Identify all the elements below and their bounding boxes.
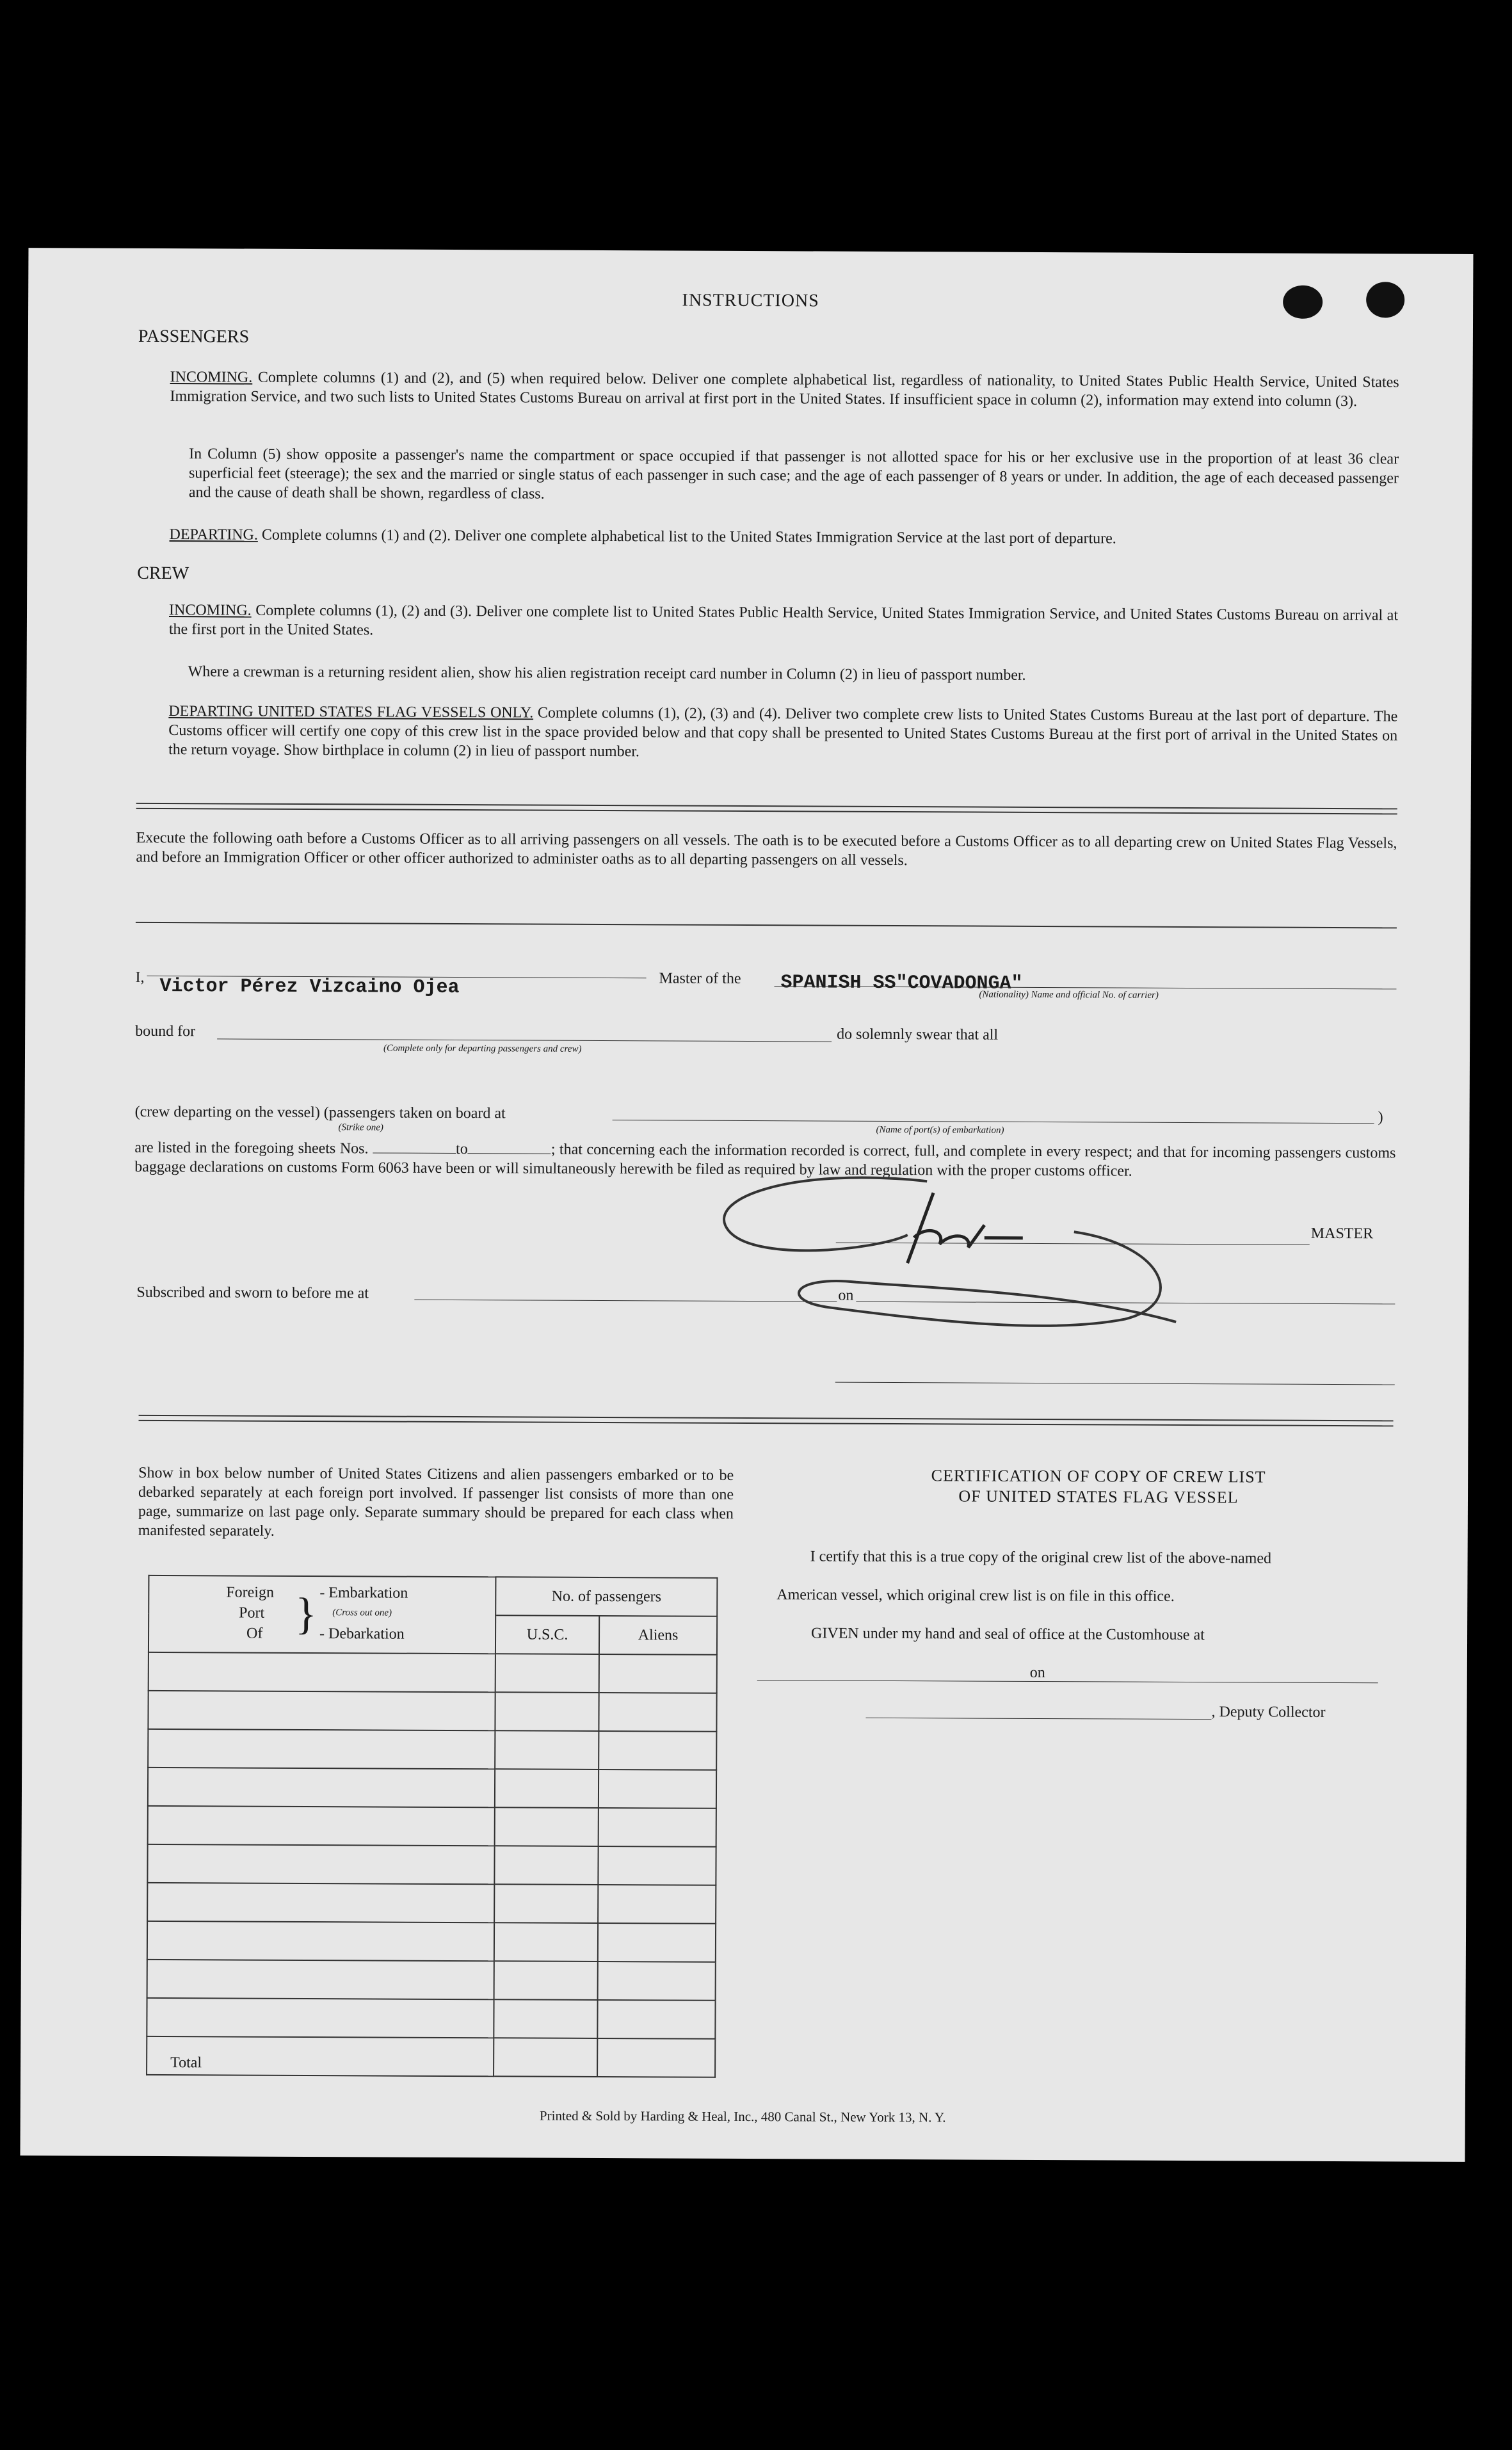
passengers-header: No. of passengers — [495, 1577, 717, 1616]
of-label: Of — [246, 1625, 263, 1642]
ports-line — [613, 1120, 1374, 1124]
table-row — [147, 1960, 716, 2001]
concerning-text: ; that concerning each the information recorded is correct, full, and complete in every respect; and that for incoming passengers customs baggage declarations on customs Form 6063 have been or will simultaneously herewith be filed as required by law and regulation with the proper customs officer. — [134, 1141, 1396, 1180]
port-label: Port — [239, 1604, 265, 1622]
certification-title-line2: OF UNITED STATES FLAG VESSEL — [958, 1487, 1239, 1507]
master-label: MASTER — [1310, 1225, 1374, 1243]
debarkation-label: - Debarkation — [319, 1625, 405, 1643]
passengers-departing — [169, 525, 1398, 549]
strike-caption: (Strike one) — [338, 1122, 383, 1133]
master-signature — [715, 1173, 1241, 1342]
total-label: Total — [147, 2036, 494, 2076]
table-row — [148, 1729, 716, 1770]
deputy-line — [866, 1718, 1212, 1720]
bound-for-caption: (Complete only for departing passengers and crew) — [383, 1043, 582, 1054]
form-sheet — [20, 248, 1474, 2162]
crew-passengers-text: (crew departing on the vessel) (passengers taken on board at — [134, 1103, 506, 1122]
listed-label: are listed in the foregoing sheets Nos. — [134, 1139, 369, 1157]
passengers-departing-label: DEPARTING. — [169, 526, 258, 544]
table-row — [147, 1844, 716, 1885]
ports-caption: (Name of port(s) of embarkation) — [876, 1124, 1004, 1136]
certify-text-2: American vessel, which original crew list is on file in this office. — [776, 1586, 1175, 1605]
swear-text: do solemnly swear that all — [837, 1026, 999, 1044]
oath-intro: Execute the following oath before a Customs Officer as to all arriving passengers on all vessels. The oath is to be executed before a Customs Officer as to all departing crew on United States Flag Vessels, and before an Immigration Officer or other officer authorized to administer oaths as to all departing passengers on all vessels. — [136, 829, 1397, 869]
embarkation-label: - Embarkation — [319, 1584, 408, 1602]
table-row — [147, 1998, 715, 2039]
passenger-summary-table — [146, 1575, 718, 2078]
cross-caption: (Cross out one) — [332, 1608, 392, 1618]
close-paren: ) — [1378, 1109, 1383, 1126]
bound-for-label: bound for — [135, 1022, 196, 1040]
crew-incoming-label: INCOMING. — [168, 602, 252, 619]
divider — [136, 803, 1397, 815]
certify-text-1: I certify that this is a true copy of the original crew list of the above-named — [810, 1548, 1272, 1567]
master-name: Victor Pérez Vizcaino Ojea — [159, 975, 460, 999]
officer-signature-line — [835, 1382, 1395, 1385]
crew-resident: Where a crewman is a returning resident alien, show his alien registration receipt card number in Column (2) in lieu of passport number. — [188, 663, 1026, 684]
brace-icon: } — [295, 1589, 317, 1640]
crew-incoming — [169, 600, 1398, 644]
table-row — [147, 1883, 716, 1924]
divider — [136, 922, 1397, 929]
to-label: to — [456, 1141, 468, 1158]
crew-departing-text: Complete columns (1), (2), (3) and (4). Deliver two complete crew lists to United States Customs Bureau at the last port of departure. The Customs officer will certify one copy of this crew list in the space provided below and that copy shall be presented to United States Customs Bureau at the first port of arrival in the United States on the return voyage. Show birthplace in column (2) in lieu of passport number. — [168, 704, 1398, 761]
divider — [139, 1415, 1394, 1427]
sworn-on-label: on — [838, 1287, 854, 1304]
passengers-departing-text: Complete columns (1) and (2). Deliver one complete alphabetical list to the United States Immigration Service at the last port of departure. — [261, 526, 1116, 547]
usc-header: U.S.C. — [495, 1615, 599, 1654]
passengers-incoming-label: INCOMING. — [170, 369, 253, 386]
printer-footer: Printed & Sold by Harding & Heal, Inc., 480 Canal St., New York 13, N. Y. — [539, 2107, 946, 2125]
table-row — [147, 1921, 716, 1962]
passengers-column5: In Column (5) show opposite a passenger's name the compartment or space occupied if that passenger is not allotted space for his or her exclusive use in the proportion of at least 36 clear superficial feet (steerage); the sex and the married or single status of each passenger in such case; and the age of each passenger of 8 years or under. In addition, the age of each deceased passenger and the cause of death shall be shown, regardless of class. — [188, 446, 1399, 503]
vessel-name: SPANISH SS"COVADONGA" — [780, 972, 1023, 995]
foreign-label: Foreign — [226, 1584, 275, 1601]
crew-incoming-text: Complete columns (1), (2) and (3). Deliver one complete list to United States Public Health Service, United States Immigration Service, and United States Customs Bureau on arrival at the first port in the United States. — [168, 602, 1399, 639]
passengers-incoming — [170, 367, 1399, 411]
customhouse-line — [757, 1680, 1378, 1683]
oath-i-label: I, — [135, 969, 145, 986]
certification-title — [791, 1465, 1406, 1508]
given-text: GIVEN under my hand and seal of office at the Customhouse at — [811, 1625, 1205, 1644]
table-row — [148, 1768, 716, 1809]
crew-departing — [168, 702, 1397, 764]
bound-for-line — [217, 1038, 832, 1042]
port-header-cell — [149, 1576, 496, 1654]
master-of-label: Master of the — [659, 970, 741, 987]
deputy-label: , Deputy Collector — [1211, 1704, 1326, 1721]
passengers-incoming-text: Complete columns (1) and (2), and (5) when required below. Deliver one complete alphabetical list, regardless of nationality, to United States Public Health Service, United States Immigration Service, and two such lists to United States Customs Bureau on arrival at first port in the United States. If insufficient space in column (2), information may extend into column (3). — [170, 369, 1399, 410]
page-title: INSTRUCTIONS — [682, 290, 819, 311]
table-row — [148, 1806, 716, 1847]
certification-title-line1: CERTIFICATION OF COPY OF CREW LIST — [931, 1466, 1266, 1487]
subscribed-label: Subscribed and sworn to before me at — [136, 1284, 369, 1302]
crew-departing-label: DEPARTING UNITED STATES FLAG VESSELS ONLY. — [168, 703, 534, 721]
vessel-caption: (Nationality) Name and official No. of carrier) — [979, 989, 1159, 1001]
crew-heading: CREW — [137, 563, 189, 584]
summary-instructions: Show in box below number of United States Citizens and alien passengers embarked or to be debarked separately at each foreign port involved. If passenger list consists of more than one page, summarize on last page only. Separate summary should be prepared for each class when manifested separately. — [138, 1464, 734, 1540]
certification-on-label: on — [1029, 1664, 1045, 1682]
total-row — [147, 2036, 715, 2077]
table-row — [149, 1652, 717, 1693]
table-row — [148, 1691, 716, 1732]
aliens-header: Aliens — [599, 1616, 717, 1655]
passengers-heading: PASSENGERS — [138, 326, 250, 347]
